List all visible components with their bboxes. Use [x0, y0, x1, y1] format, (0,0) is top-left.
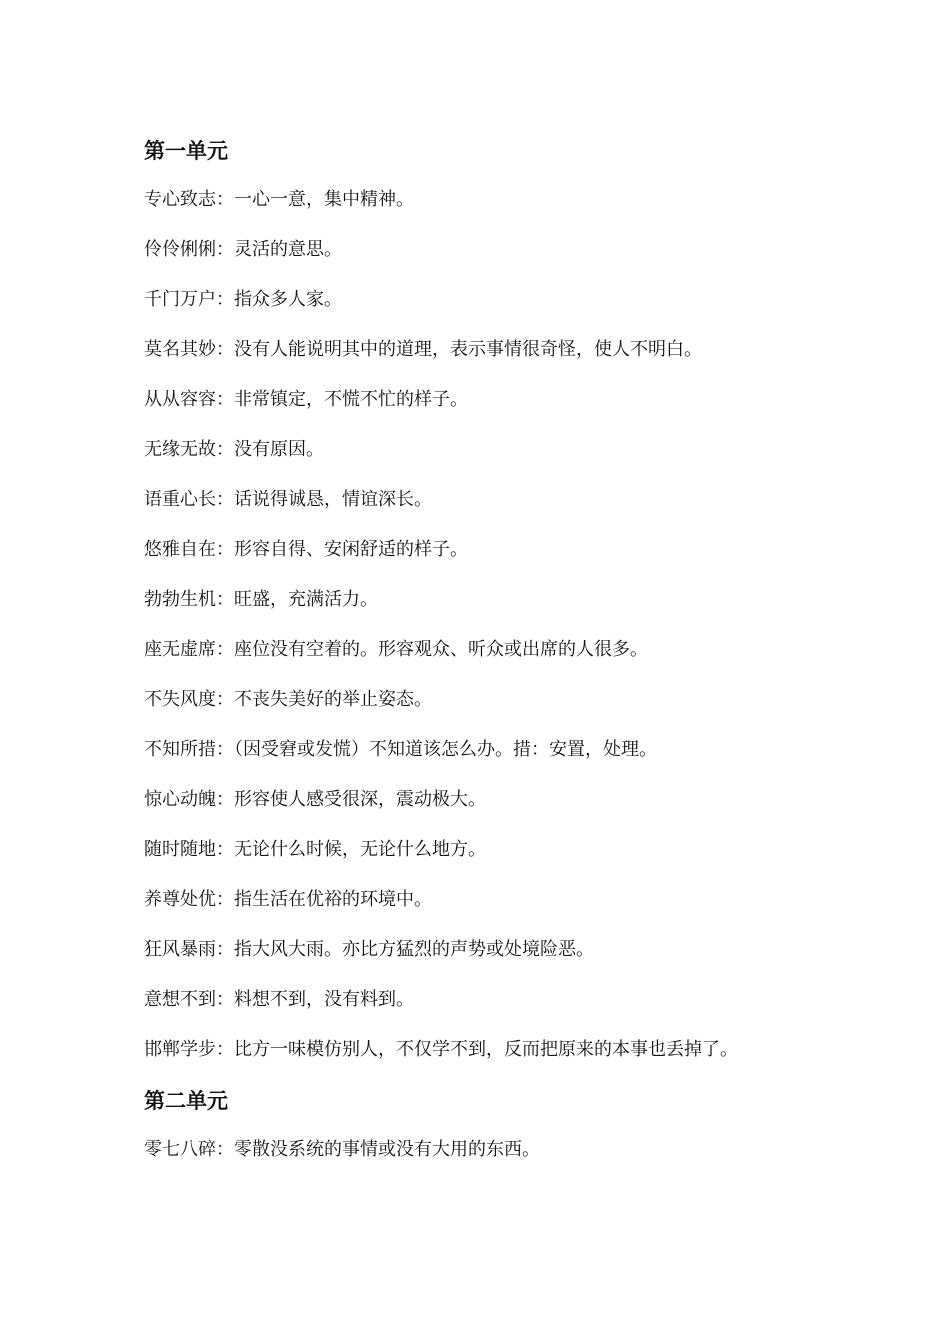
- idiom-term: 养尊处优: [144, 889, 216, 910]
- section-unit-2: [144, 1082, 904, 1182]
- idiom-term: 专心致志: [144, 189, 216, 210]
- list-item: [144, 682, 904, 732]
- idiom-definition: 话说得诚恳，情谊深长。: [234, 489, 432, 510]
- idiom-definition: 灵活的意思。: [234, 239, 342, 260]
- section-heading: 第二单元: [144, 1089, 228, 1113]
- separator: ：: [216, 789, 234, 810]
- separator: ：: [216, 539, 234, 560]
- idiom-term: 勃勃生机: [144, 589, 216, 610]
- idiom-definition: 非常镇定，不慌不忙的样子。: [234, 389, 468, 410]
- separator: ：: [216, 639, 234, 660]
- separator: ：: [216, 439, 234, 460]
- idiom-term: 不知所措: [144, 739, 216, 760]
- idiom-term: 语重心长: [144, 489, 216, 510]
- separator: ：: [216, 389, 234, 410]
- idiom-definition: 形容使人感受很深，震动极大。: [234, 789, 486, 810]
- separator: ：: [216, 989, 234, 1010]
- idiom-definition: 指大风大雨。亦比方猛烈的声势或处境险恶。: [234, 939, 594, 960]
- document-page: [144, 132, 904, 1182]
- entry-list: [144, 1132, 904, 1182]
- idiom-definition: 形容自得、安闲舒适的样子。: [234, 539, 468, 560]
- list-item: [144, 782, 904, 832]
- separator: ：: [216, 189, 234, 210]
- idiom-term: 狂风暴雨: [144, 939, 216, 960]
- list-item: [144, 482, 904, 532]
- idiom-definition: 料想不到，没有料到。: [234, 989, 414, 1010]
- list-item: [144, 582, 904, 632]
- separator: ：: [216, 589, 234, 610]
- idiom-term: 千门万户: [144, 289, 216, 310]
- idiom-term: 零七八碎: [144, 1139, 216, 1160]
- idiom-term: 不失风度: [144, 689, 216, 710]
- list-item: [144, 382, 904, 432]
- idiom-term: 惊心动魄: [144, 789, 216, 810]
- idiom-definition: 指生活在优裕的环境中。: [234, 889, 432, 910]
- idiom-definition: 没有人能说明其中的道理，表示事情很奇怪，使人不明白。: [234, 339, 702, 360]
- idiom-term: 意想不到: [144, 989, 216, 1010]
- separator: ：: [216, 339, 234, 360]
- idiom-term: 座无虚席: [144, 639, 216, 660]
- separator: ：: [216, 739, 234, 760]
- separator: ：: [216, 1039, 234, 1060]
- section-heading: 第一单元: [144, 139, 228, 163]
- idiom-term: 莫名其妙: [144, 339, 216, 360]
- list-item: [144, 932, 904, 982]
- entry-list: [144, 182, 904, 1082]
- list-item: [144, 832, 904, 882]
- idiom-term: 邯郸学步: [144, 1039, 216, 1060]
- list-item: [144, 882, 904, 932]
- idiom-term: 悠雅自在: [144, 539, 216, 560]
- list-item: [144, 632, 904, 682]
- idiom-definition: 指众多人家。: [234, 289, 342, 310]
- list-item: [144, 232, 904, 282]
- idiom-term: 从从容容: [144, 389, 216, 410]
- separator: ：: [216, 889, 234, 910]
- separator: ：: [216, 489, 234, 510]
- separator: ：: [216, 939, 234, 960]
- list-item: [144, 1132, 904, 1182]
- list-item: [144, 982, 904, 1032]
- idiom-definition: 旺盛，充满活力。: [234, 589, 378, 610]
- separator: ：: [216, 1139, 234, 1160]
- list-item: [144, 1032, 904, 1082]
- idiom-definition: 不丧失美好的举止姿态。: [234, 689, 432, 710]
- separator: ：: [216, 689, 234, 710]
- list-item: [144, 532, 904, 582]
- section-unit-1: [144, 132, 904, 1082]
- list-item: [144, 282, 904, 332]
- list-item: [144, 732, 904, 782]
- idiom-definition: 零散没系统的事情或没有大用的东西。: [234, 1139, 540, 1160]
- separator: ：: [216, 289, 234, 310]
- separator: ：: [216, 239, 234, 260]
- list-item: [144, 182, 904, 232]
- separator: ：: [216, 839, 234, 860]
- idiom-definition: 比方一味模仿别人，不仅学不到，反而把原来的本事也丢掉了。: [234, 1039, 738, 1060]
- idiom-term: 随时随地: [144, 839, 216, 860]
- idiom-definition: 一心一意，集中精神。: [234, 189, 414, 210]
- idiom-term: 无缘无故: [144, 439, 216, 460]
- idiom-definition: （因受窘或发慌）不知道该怎么办。措：安置，处理。: [234, 739, 657, 760]
- idiom-definition: 座位没有空着的。形容观众、听众或出席的人很多。: [234, 639, 648, 660]
- list-item: [144, 332, 904, 382]
- idiom-term: 伶伶俐俐: [144, 239, 216, 260]
- idiom-definition: 没有原因。: [234, 439, 324, 460]
- list-item: [144, 432, 904, 482]
- idiom-definition: 无论什么时候，无论什么地方。: [234, 839, 486, 860]
